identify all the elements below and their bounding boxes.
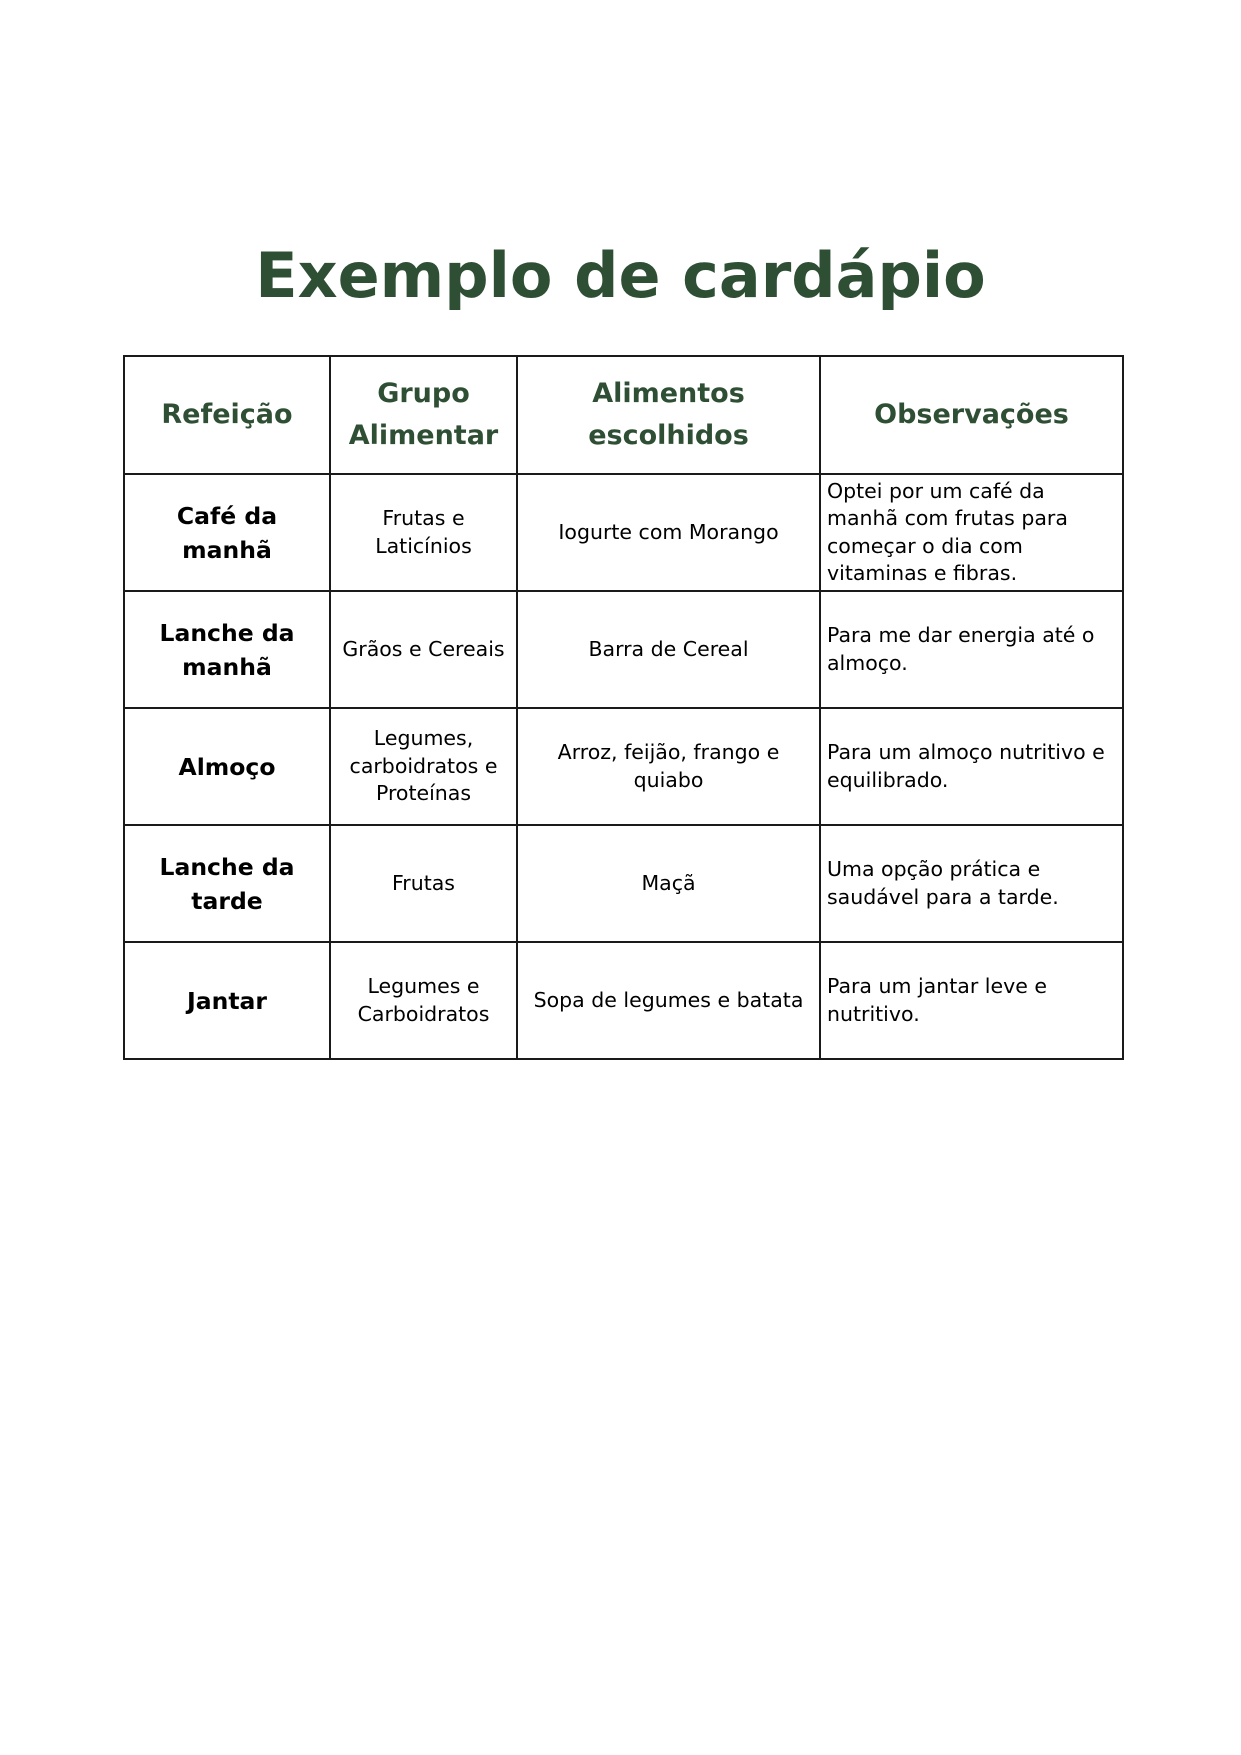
- food-cell: Arroz, feijão, frango e quiabo: [517, 708, 820, 825]
- group-cell: Legumes, carboidratos e Proteínas: [330, 708, 517, 825]
- group-cell: Frutas: [330, 825, 517, 942]
- group-cell: Grãos e Cereais: [330, 591, 517, 708]
- food-cell: Sopa de legumes e batata: [517, 942, 820, 1059]
- header-grupo-alimentar: Grupo Alimentar: [330, 356, 517, 474]
- food-cell: Iogurte com Morango: [517, 474, 820, 591]
- group-cell: Frutas e Laticínios: [330, 474, 517, 591]
- notes-cell: Uma opção prática e saudável para a tarde.: [820, 825, 1123, 942]
- table-header-row: [124, 356, 1123, 474]
- notes-cell: Optei por um café da manhã com frutas para começar o dia com vitaminas e fibras.: [820, 474, 1123, 591]
- page-title: Exemplo de cardápio: [255, 238, 986, 312]
- header-alimentos-escolhidos: Alimentos escolhidos: [517, 356, 820, 474]
- meal-cell: Jantar: [124, 942, 330, 1059]
- notes-cell: Para me dar energia até o almoço.: [820, 591, 1123, 708]
- menu-table: [123, 355, 1124, 1060]
- table-row: [124, 474, 1123, 591]
- notes-cell: Para um almoço nutritivo e equilibrado.: [820, 708, 1123, 825]
- meal-cell: Lanche da tarde: [124, 825, 330, 942]
- meal-cell: Almoço: [124, 708, 330, 825]
- header-refeicao: Refeição: [124, 356, 330, 474]
- meal-cell: Lanche da manhã: [124, 591, 330, 708]
- meal-cell: Café da manhã: [124, 474, 330, 591]
- notes-cell: Para um jantar leve e nutritivo.: [820, 942, 1123, 1059]
- table-row: [124, 591, 1123, 708]
- table-row: [124, 825, 1123, 942]
- food-cell: Barra de Cereal: [517, 591, 820, 708]
- group-cell: Legumes e Carboidratos: [330, 942, 517, 1059]
- header-observacoes: Observações: [820, 356, 1123, 474]
- table-row: [124, 708, 1123, 825]
- food-cell: Maçã: [517, 825, 820, 942]
- table-row: [124, 942, 1123, 1059]
